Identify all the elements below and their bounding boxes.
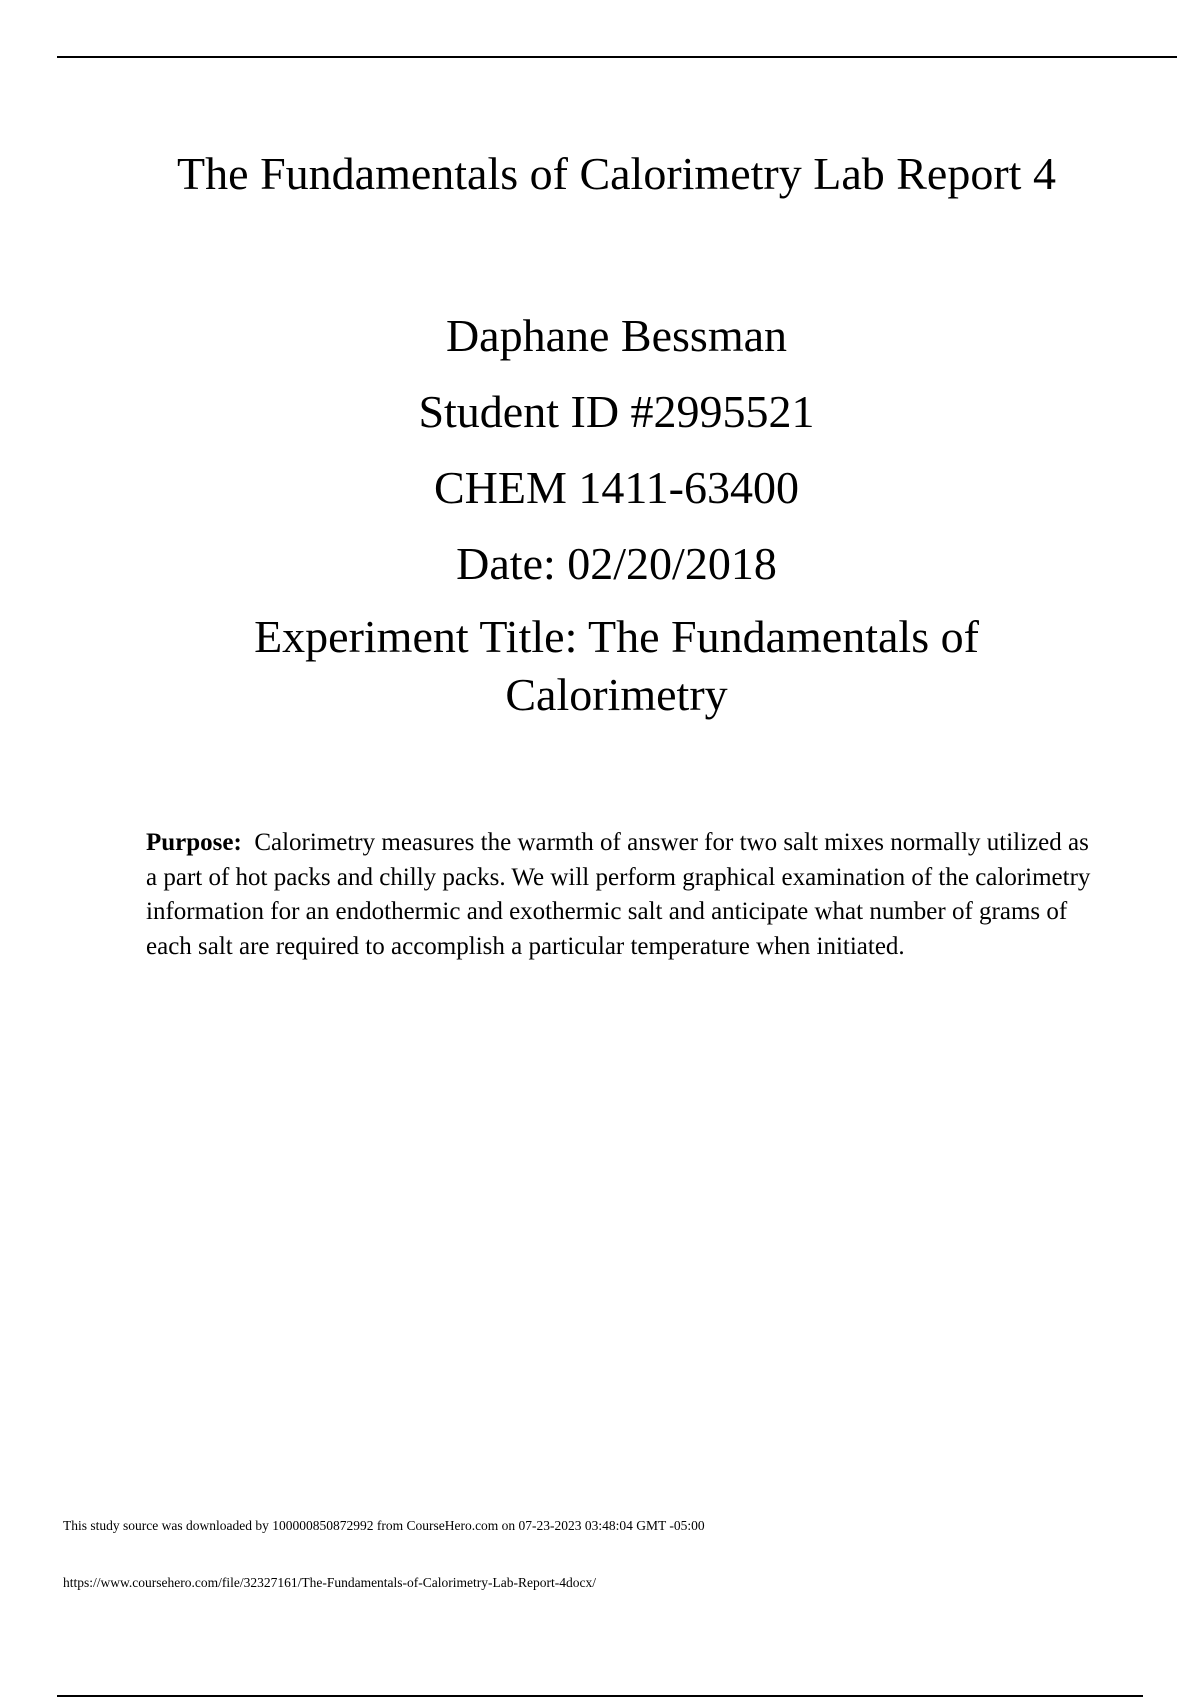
course-code: CHEM 1411-63400	[433, 462, 799, 513]
bottom-divider	[57, 1695, 1143, 1697]
top-divider	[57, 56, 1177, 58]
purpose-label: Purpose:	[146, 829, 242, 856]
purpose-paragraph	[146, 826, 1096, 964]
report-date: Date: 02/20/2018	[456, 538, 777, 589]
student-id: Student ID #2995521	[418, 386, 815, 437]
cover-info	[200, 298, 1033, 724]
author-name: Daphane Bessman	[445, 310, 788, 361]
source-url: https://www.coursehero.com/file/32327161/The-Fundamentals-of-Calorimetry-Lab-Report-4docx/	[63, 1575, 596, 1590]
download-source-note: This study source was downloaded by 100000850872992 from CourseHero.com on 07-23-2023 03:48:04 GMT -05:00	[63, 1518, 705, 1533]
experiment-title: Experiment Title: The Fundamentals of Calorimetry	[254, 611, 979, 720]
purpose-text: Calorimetry measures the warmth of answer for two salt mixes normally utilized as a part of hot packs and chilly packs. We will perform graphical examination of the calorimetry information for an endothermic and exothermic salt and anticipate what number of grams of each salt are required to accomplish a particular temperature when initiated.	[146, 829, 1091, 960]
document-title: The Fundamentals of Calorimetry Lab Report 4	[177, 148, 1056, 199]
